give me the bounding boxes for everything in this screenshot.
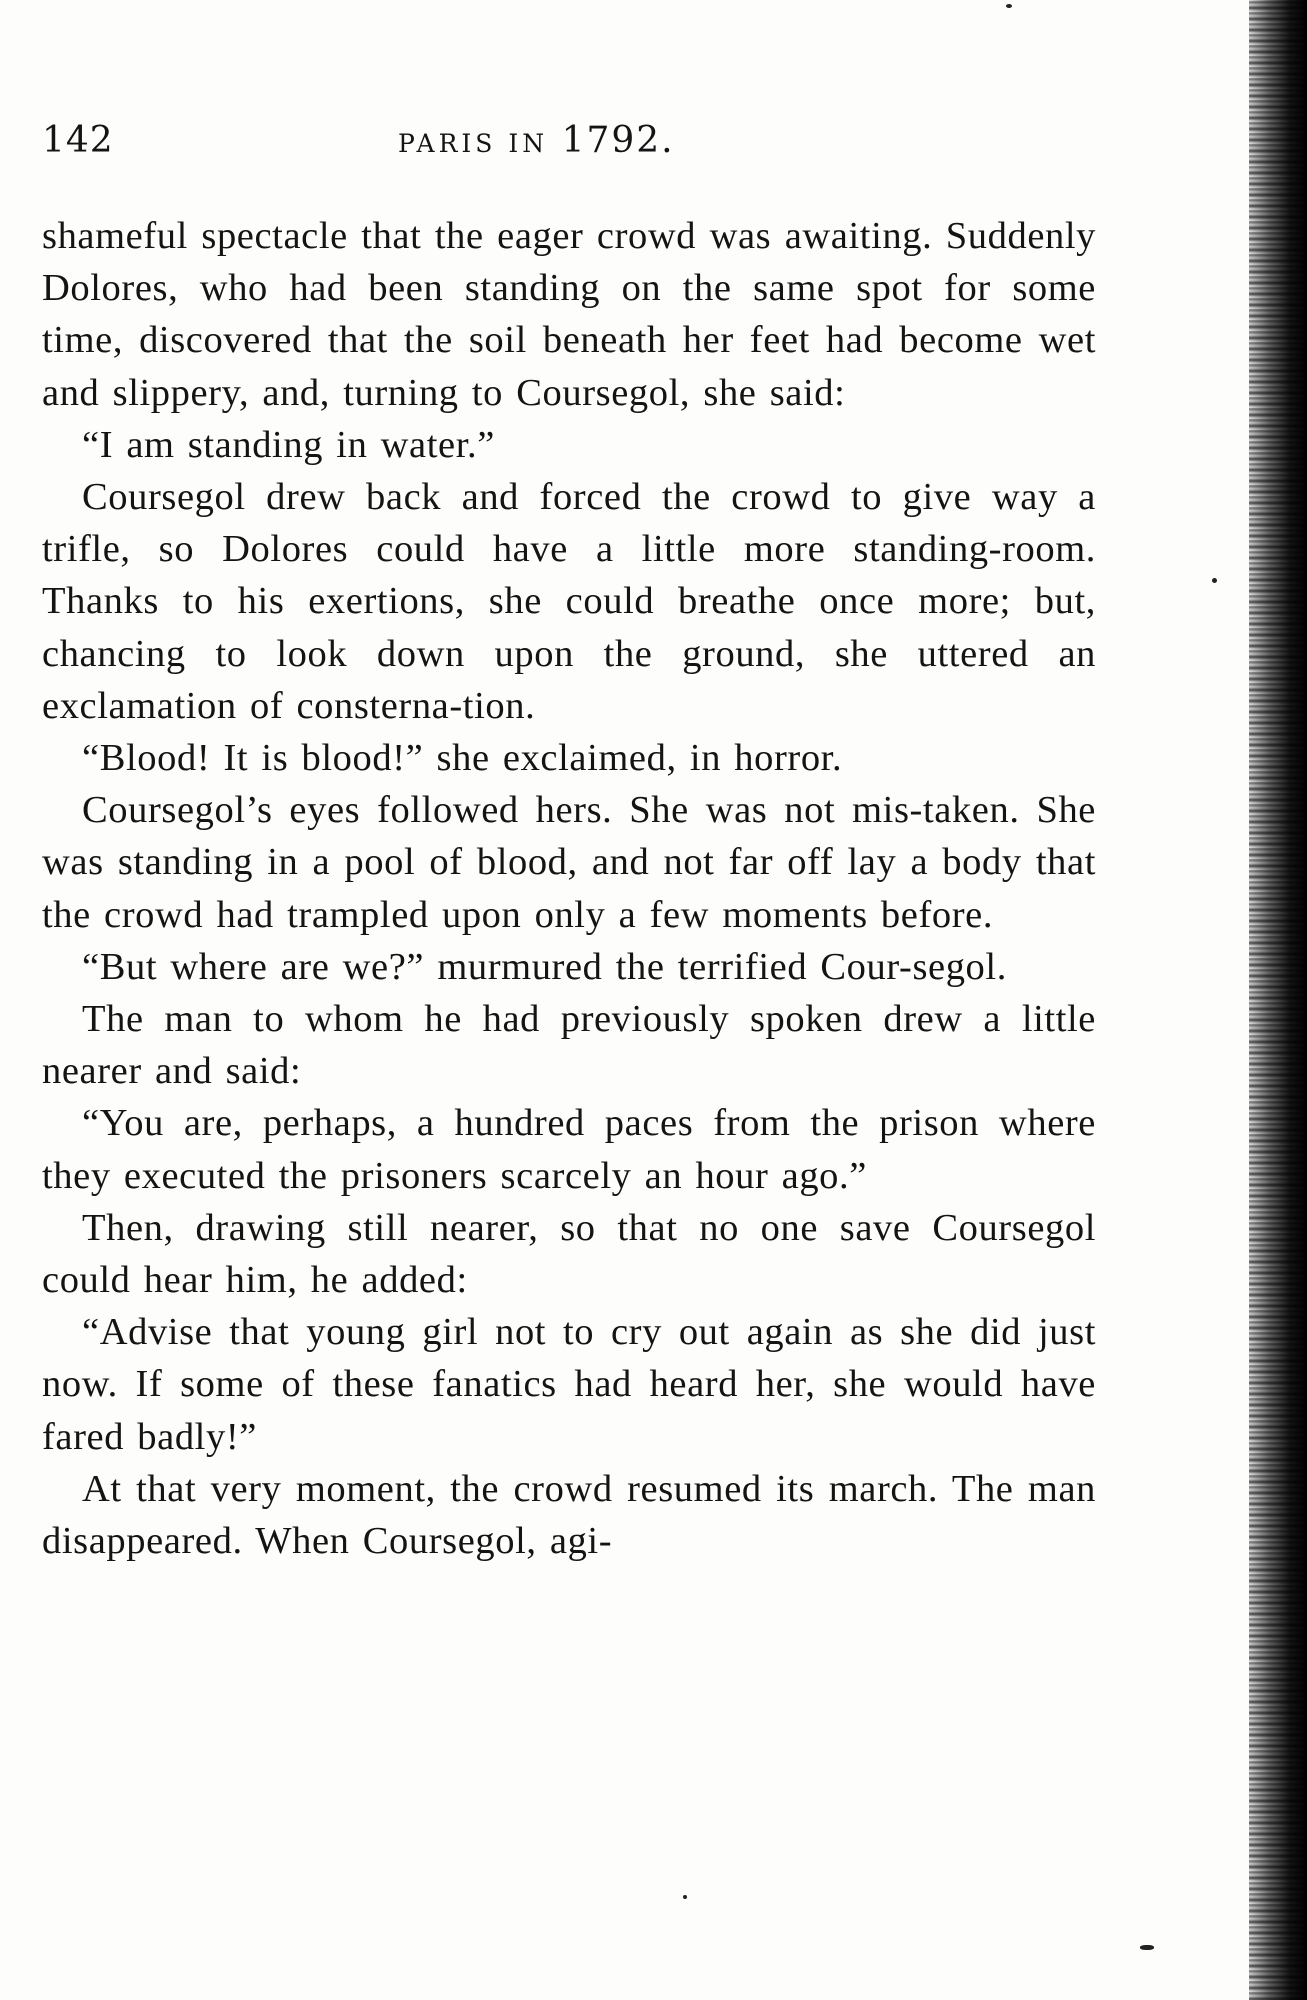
paragraph: Coursegol’s eyes followed hers. She was not mis-taken. She was standing in a pool of blood, and not far off lay a body that the crowd had trampled upon only a few moments before. [42, 789, 1096, 936]
print-speck [1212, 578, 1217, 583]
print-speck [1006, 4, 1012, 8]
paragraph: “But where are we?” murmured the terrified Cour-segol. [82, 945, 1007, 988]
paragraph: The man to whom he had previously spoken drew a little nearer and said: [42, 998, 1096, 1093]
running-head-year: 1792. [561, 120, 675, 161]
paragraph: “You are, perhaps, a hundred paces from the prison where they executed the prisoners scarcely an hour ago.” [42, 1102, 1096, 1197]
page-number: 142 [42, 120, 114, 161]
print-speck [683, 1895, 687, 1899]
running-head-title: PARIS IN [398, 129, 549, 158]
paragraph: At that very moment, the crowd resumed its march. The man disappeared. When Coursegol, agi- [42, 1467, 1096, 1563]
paragraph: “Advise that young girl not to cry out again as she did just now. If some of these fanatics had heard her, she would have fared badly!” [42, 1311, 1096, 1458]
page-edge-shadow [1249, 0, 1307, 2000]
paragraph-continuation: shameful spectacle that the eager crowd was awaiting. Suddenly Dolores, who had been standing on the same spot for some time, discovered that the soil beneath her feet had become wet and slippery, and, turning to Coursegol, she said: [42, 215, 1096, 414]
running-head [398, 120, 675, 161]
paragraph: “Blood! It is blood!” she exclaimed, in horror. [82, 737, 843, 780]
paragraph: Coursegol drew back and forced the crowd to give way a trifle, so Dolores could have a little more standing-room. Thanks to his exertions, she could breathe once more; but, chancing to look down upon the ground, she uttered an exclamation of consterna-tion. [42, 476, 1096, 727]
body-text [42, 210, 1096, 1567]
paragraph: “I am standing in water.” [82, 423, 495, 466]
paragraph: Then, drawing still nearer, so that no one save Coursegol could hear him, he added: [42, 1206, 1096, 1302]
print-speck [1140, 1945, 1154, 1950]
page-header [42, 110, 1092, 170]
